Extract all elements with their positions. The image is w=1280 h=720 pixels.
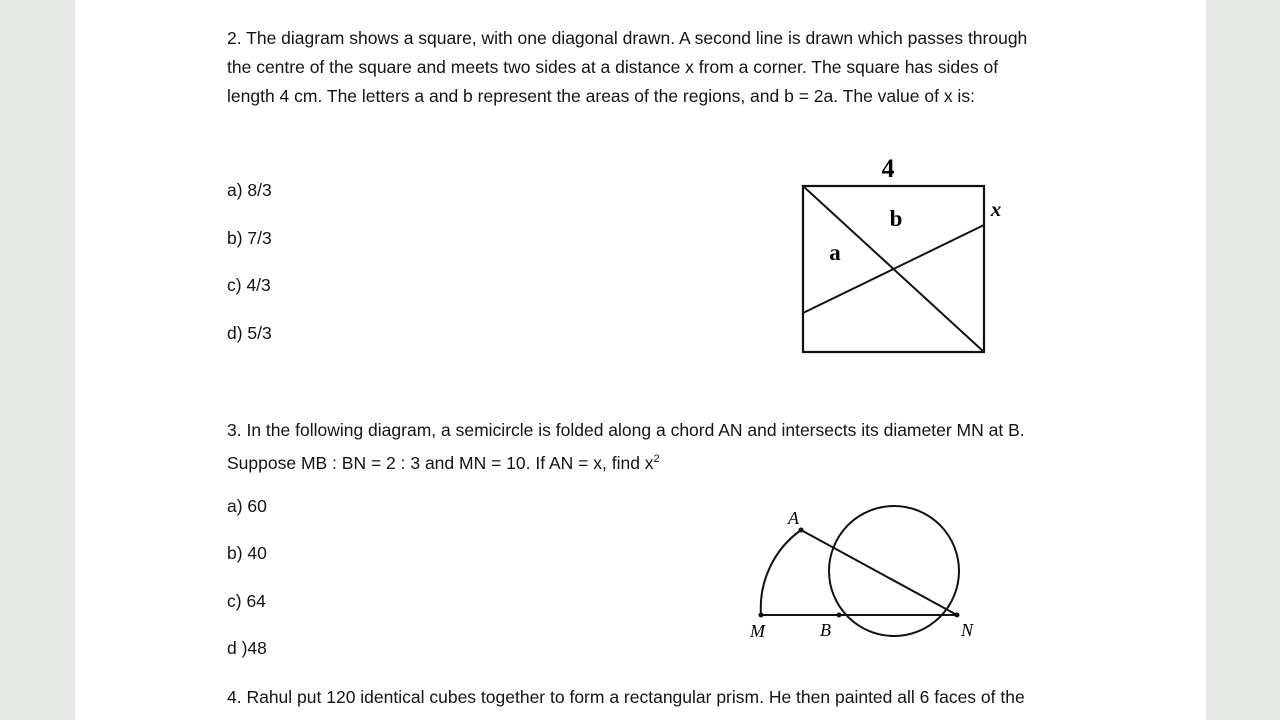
- semicircle-diagram: [735, 495, 995, 655]
- q3-option-c: c) 64: [227, 591, 266, 611]
- label-n: N: [961, 620, 974, 640]
- label-m: M: [750, 621, 765, 641]
- circle-arc: [829, 506, 959, 636]
- square-diagram: [790, 150, 1030, 365]
- label-b: B: [820, 620, 831, 640]
- region-a-label: a: [829, 240, 841, 265]
- question-2-line-2: the centre of the square and meets two sides at a distance x from a corner. The square has sides of: [227, 57, 999, 77]
- q2-option-c: c) 4/3: [227, 275, 271, 295]
- label-a: A: [788, 508, 799, 528]
- point-b: [837, 613, 842, 618]
- question-3-line-1: 3. In the following diagram, a semicircle is folded along a chord AN and intersects its diameter MN at B.: [227, 420, 1025, 440]
- q2-option-d: d) 5/3: [227, 323, 272, 343]
- question-2-line-3: length 4 cm. The letters a and b represent the areas of the regions, and b = 2a. The value of x is:: [227, 86, 975, 106]
- centre-line: [803, 225, 984, 313]
- q3-option-d: d )48: [227, 638, 267, 658]
- question-2-line-1: 2. The diagram shows a square, with one diagonal drawn. A second line is drawn which passes through: [227, 28, 1028, 48]
- point-m: [759, 613, 764, 618]
- q2-option-b: b) 7/3: [227, 228, 272, 248]
- question-3-line-2-text: Suppose MB : BN = 2 : 3 and MN = 10. If AN = x, find x: [227, 452, 654, 473]
- superscript-2: 2: [653, 453, 660, 465]
- side-label: 4: [881, 154, 895, 183]
- q3-option-b: b) 40: [227, 543, 267, 563]
- x-label: x: [990, 197, 1002, 221]
- point-n: [955, 613, 960, 618]
- region-b-label: b: [889, 206, 903, 231]
- point-a: [799, 528, 804, 533]
- document-page: [75, 0, 1206, 720]
- semicircle-arc: [761, 530, 801, 615]
- q3-option-a: a) 60: [227, 496, 267, 516]
- question-3-line-2: [227, 445, 660, 478]
- question-4-line-1: 4. Rahul put 120 identical cubes together to form a rectangular prism. He then painted all 6 faces of the: [227, 687, 1025, 707]
- chord-an: [801, 530, 957, 615]
- q2-option-a: a) 8/3: [227, 180, 272, 200]
